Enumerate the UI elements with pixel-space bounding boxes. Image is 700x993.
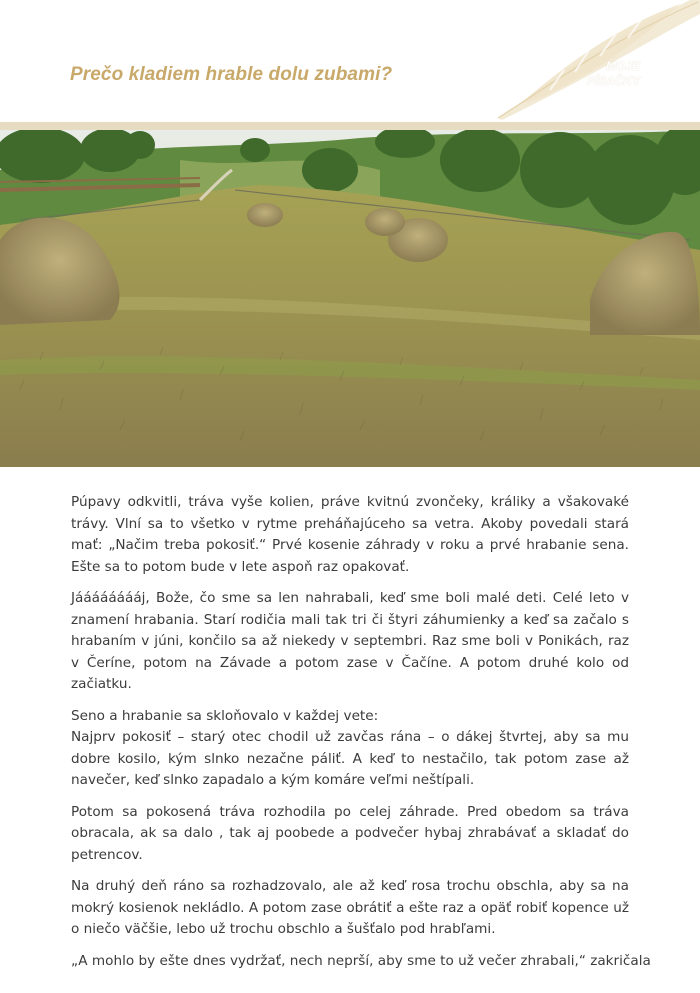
paragraph-3: Najprv pokosiť – starý otec chodil už zavčas rána – o dákej štvrtej, aby sa mu dobre kosilo, kým slnko nezačne páliť. A keď to nestačilo, tak potom zase až navečer, keď slnko zapadalo a kým komáre veľmi neštípali. [71,729,629,788]
brand-line-1: MOJE [605,59,640,73]
hayfield-photo [0,130,700,467]
page-header [0,0,700,122]
paragraph-5: Na druhý deň ráno sa rozhadzovalo, ale až keď rosa trochu obschla, aby sa na mokrý kosienok nekládlo. A potom zase obrátiť a ešte raz a opäť robiť kopence už o niečo väčšie, lebo už trochu obschlo a šušťalo pod hrabľami. [71,878,629,937]
brand-line-2: PÍSAČKY [586,74,640,88]
paragraph-2: Jááááááááj, Bože, čo sme sa len nahrabali, keď sme boli malé deti. Celé leto v znamení hrabania. Starí rodičia mali tak tri či štyri záhumienky a keď sa začalo s hrabaním v júni, končilo sa až niekedy v septembri. Raz sme boli v Ponikách, raz v Čeríne, potom na Závade a potom zase v Čačíne. A potom druhé kolo od začiatku. [71,590,629,692]
paragraph-6: „A mohlo by ešte dnes vydržať, nech neprší, aby sme to už večer zhrabali,“ zakričala [71,952,651,969]
header-rule [0,122,700,130]
paragraph-3-intro: Seno a hrabanie sa skloňovalo v každej vete: [71,707,379,724]
paragraph-1: Púpavy odkvitli, tráva vyše kolien, práve kvitnú zvončeky, králiky a všakovaké trávy. Vlní sa to všetko v rytme preháňajúceho sa vetra. Akoby povedali stará mať: „Načim treba pokosiť.“ Prvé kosenie záhrady v roku a prvé hrabanie sena. Ešte sa to potom bude v lete aspoň raz opakovať. [71,494,629,575]
article-body [71,492,651,982]
paragraph-4: Potom sa pokosená tráva rozhodila po celej záhrade. Pred obedom sa tráva obracala, ak sa dalo , tak aj poobede a podvečer hybaj zhrabávať a skladať do petrencov. [71,803,629,863]
page-title: Prečo kladiem hrable dolu zubami? [70,64,393,85]
brand-logo [560,59,640,89]
